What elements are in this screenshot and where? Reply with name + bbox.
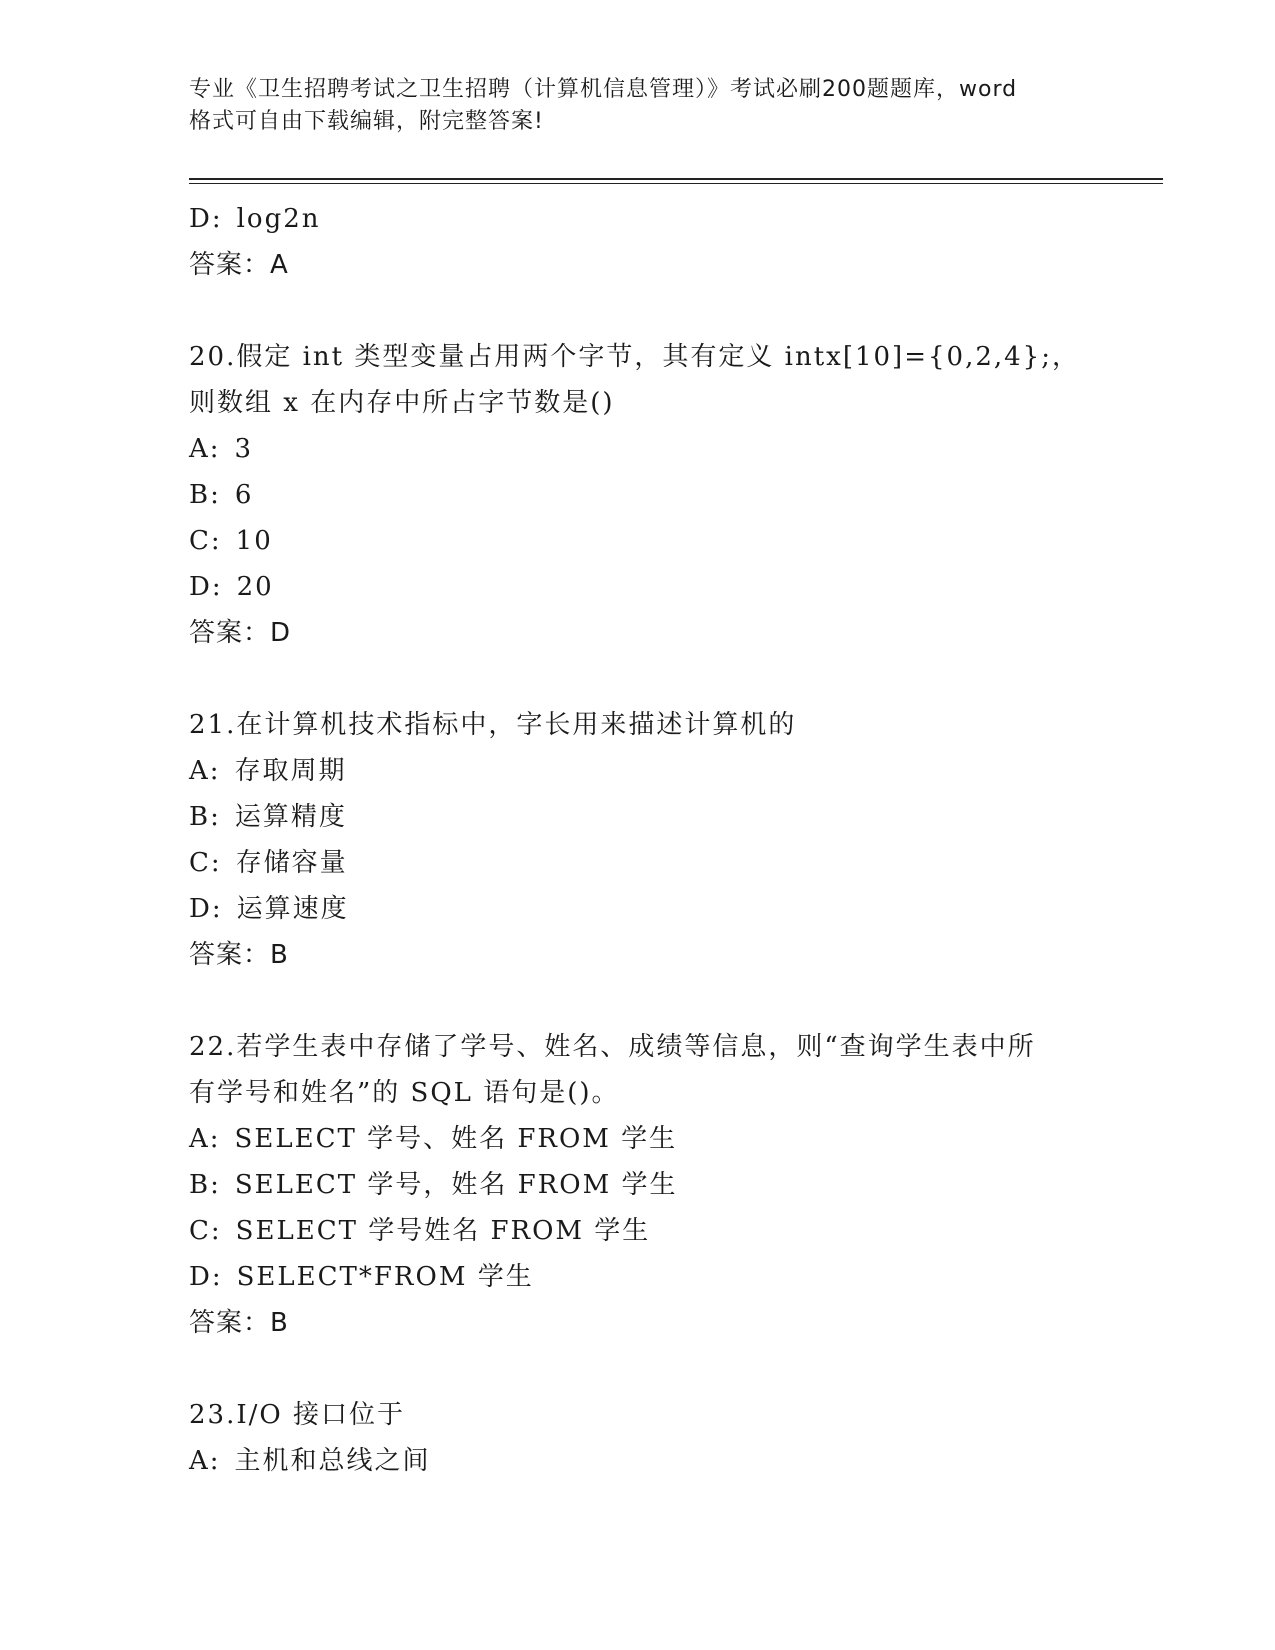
option-key: A: xyxy=(189,1446,221,1476)
option-b xyxy=(189,794,1149,840)
option-key: C: xyxy=(189,848,222,878)
option-value: 存储容量 xyxy=(235,848,348,878)
option-c xyxy=(189,1208,1149,1254)
answer-line: 答案：B xyxy=(189,940,289,970)
option-key: A: xyxy=(189,1124,221,1154)
header-title-line-1: 专业《卫生招聘考试之卫生招聘（计算机信息管理）》考试必刷200题题库，word xyxy=(189,77,1018,102)
option-a xyxy=(189,1438,1149,1484)
option-value: 10 xyxy=(235,526,273,556)
question-stem-continued: 有学号和姓名”的 SQL 语句是()。 xyxy=(189,1078,620,1108)
option-key: D: xyxy=(189,894,223,924)
option-key: A: xyxy=(189,434,221,464)
option-key: B: xyxy=(189,802,221,832)
option-value: SELECT*FROM 学生 xyxy=(236,1262,534,1292)
option-value: 主机和总线之间 xyxy=(234,1446,431,1476)
answer-line: 答案：D xyxy=(189,618,292,648)
option-key: C: xyxy=(189,526,222,556)
option-value: SELECT 学号、姓名 FROM 学生 xyxy=(234,1124,678,1154)
option-d xyxy=(189,196,1149,242)
option-d xyxy=(189,886,1149,932)
document-header xyxy=(189,74,1089,138)
spacer xyxy=(189,656,1149,702)
answer-line: 答案：B xyxy=(189,1308,289,1338)
option-key: D: xyxy=(189,572,223,602)
spacer xyxy=(189,288,1149,334)
option-value: SELECT 学号姓名 FROM 学生 xyxy=(235,1216,651,1246)
question-stem: 20.假定 int 类型变量占用两个字节，其有定义 intx[10]={0,2,4};， xyxy=(189,342,1080,372)
question-stem: 21.在计算机技术指标中，字长用来描述计算机的 xyxy=(189,710,797,740)
option-a xyxy=(189,426,1149,472)
option-value: 3 xyxy=(234,434,254,464)
option-key: B: xyxy=(189,480,221,510)
option-a xyxy=(189,1116,1149,1162)
option-a xyxy=(189,748,1149,794)
option-b xyxy=(189,1162,1149,1208)
option-key: B: xyxy=(189,1170,221,1200)
option-value: 6 xyxy=(234,480,254,510)
question-stem-continued: 则数组 x 在内存中所占字节数是() xyxy=(189,388,615,418)
option-d xyxy=(189,564,1149,610)
option-value: 存取周期 xyxy=(234,756,347,786)
option-value: 运算速度 xyxy=(236,894,349,924)
question-stem: 23.I/O 接口位于 xyxy=(189,1400,405,1430)
answer-line: 答案：A xyxy=(189,250,289,280)
option-key: D: xyxy=(189,1262,223,1292)
header-divider-thin xyxy=(189,183,1163,184)
option-key: D: xyxy=(189,204,223,234)
spacer xyxy=(189,978,1149,1024)
option-c xyxy=(189,518,1149,564)
option-value: 运算精度 xyxy=(234,802,347,832)
header-title-line-2: 格式可自由下载编辑，附完整答案! xyxy=(189,109,544,134)
option-value: log2n xyxy=(236,204,321,234)
question-list xyxy=(189,196,1149,1484)
option-b xyxy=(189,472,1149,518)
option-value: SELECT 学号，姓名 FROM 学生 xyxy=(234,1170,678,1200)
option-key: C: xyxy=(189,1216,222,1246)
question-stem: 22.若学生表中存储了学号、姓名、成绩等信息，则“查询学生表中所 xyxy=(189,1032,1036,1062)
header-divider-thick xyxy=(189,178,1163,180)
option-key: A: xyxy=(189,756,221,786)
spacer xyxy=(189,1346,1149,1392)
option-c xyxy=(189,840,1149,886)
option-d xyxy=(189,1254,1149,1300)
option-value: 20 xyxy=(236,572,274,602)
